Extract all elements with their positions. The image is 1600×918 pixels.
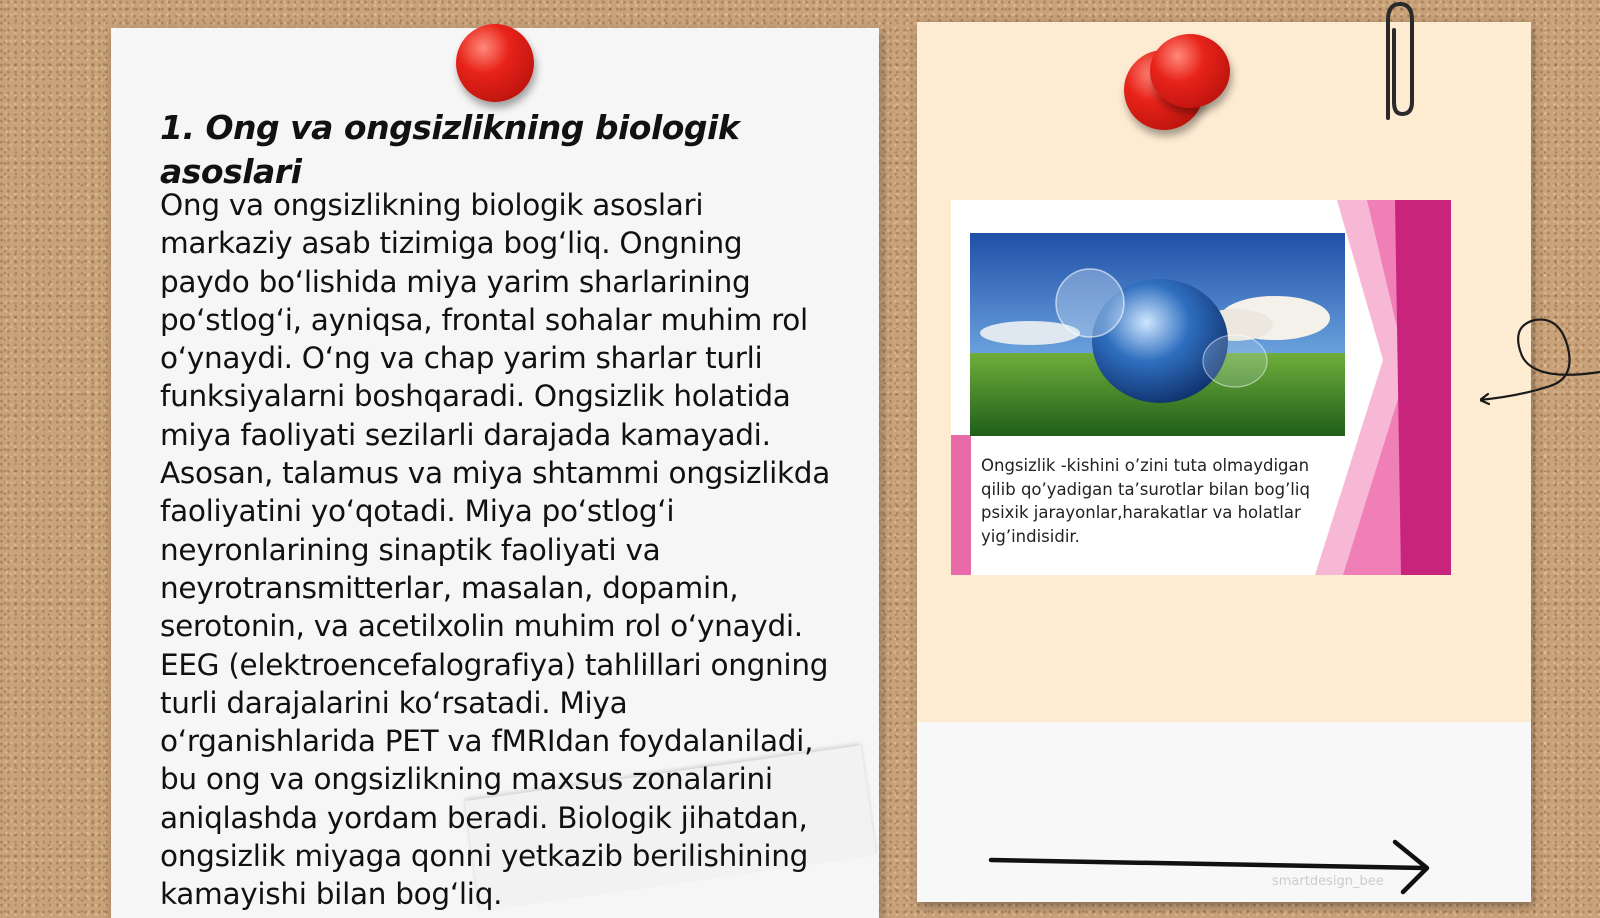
arrow-right-icon [985, 838, 1445, 898]
pushpin-icon [456, 24, 534, 102]
slide-thumbnail[interactable] [951, 200, 1451, 575]
earth-bubble-image [970, 233, 1345, 436]
pushpin-icon [1150, 34, 1230, 108]
loop-doodle-icon [1480, 308, 1600, 408]
paperclip-icon [1376, 0, 1420, 124]
body-paragraph: Ong va ongsizlikning biologik asoslari markaziy asab tizimiga bog‘liq. Ongning paydo bo‘lishida miya yarim sharlarining po‘stlog‘i, ayniqsa, frontal sohalar muhim rol o‘ynaydi. O‘ng va chap yarim sharlar turli funksiyalarni boshqaradi. Ongsizlik holatida miya faoliyati sezilarli darajada kamayadi. Asosan, talamus va miya shtammi ongsizlikda faoliyatini yo‘qotadi. Miya po‘stlog‘i neyronlarining sinaptik faoliyati va neyrotransmitterlar, masalan, dopamin, serotonin, va acetilxolin muhim rol o‘ynaydi. EEG (elektroencefalografiya) tahlillari ongning turli darajalarini ko‘rsatadi. Miya o‘rganishlarida PET va fMRIdan foydalaniladi, bu ong va ongsizlikning maxsus zonalarini aniqlashda yordam beradi. Biologik jihatdan, ongsizlik miyaga qonni yetkazib berilishining kamayishi bilan bog‘liq. [160, 188, 831, 912]
slide-caption: Ongsizlik -kishini o’zini tuta olmaydigan qilib qo’yadigan ta’surotlar bilan bog’liq psixik jarayonlar,harakatlar va holatlar yig’indisidir. [981, 456, 1310, 546]
page-title: 1. Ong va ongsizlikning biologik asoslari [160, 108, 740, 191]
watermark: smartdesign_bee [1272, 874, 1384, 889]
